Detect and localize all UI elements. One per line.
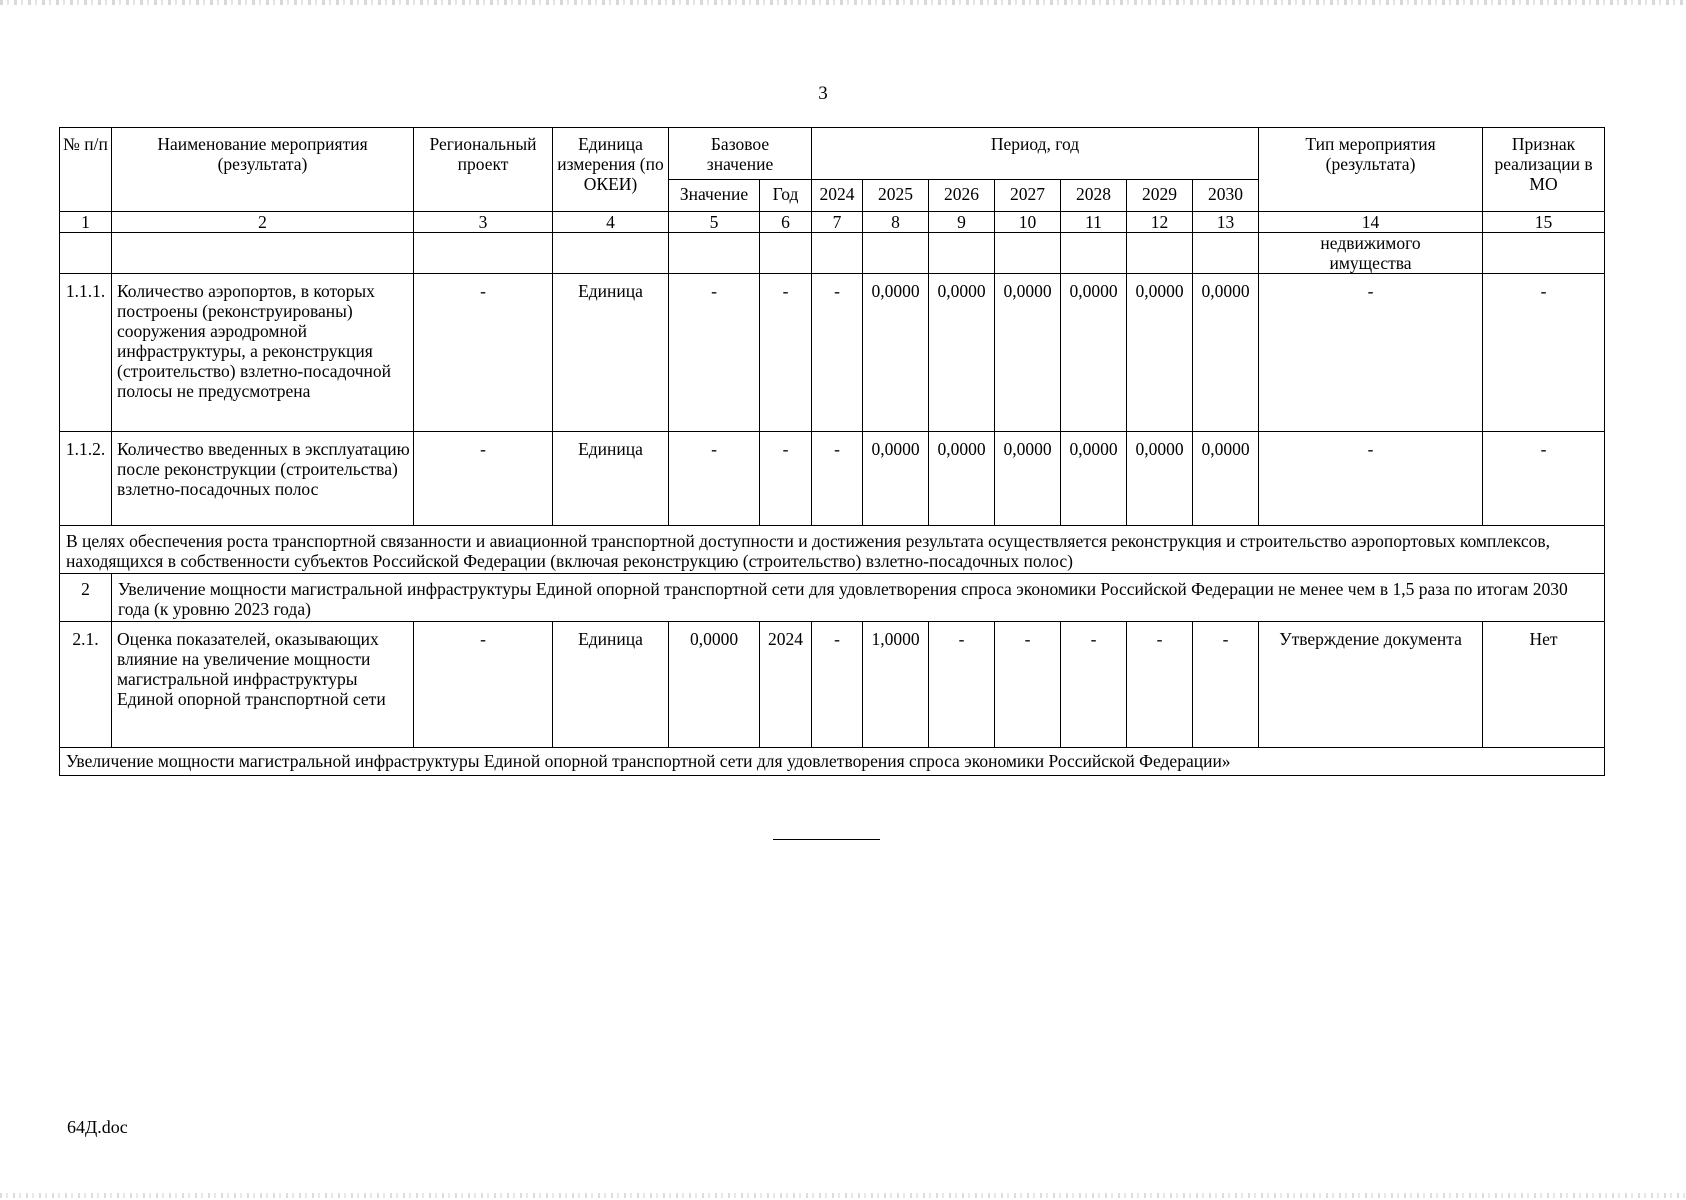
row-year-2024: - <box>812 622 863 748</box>
row-num: 2.1. <box>60 622 112 748</box>
continuation-row <box>60 233 1605 274</box>
header-base: Базовое значение <box>669 128 812 180</box>
row-base-year: - <box>760 432 812 526</box>
row-base-value: 0,0000 <box>669 622 760 748</box>
header-type: Тип мероприятия (результата) <box>1259 128 1483 212</box>
row-year-2025: 1,0000 <box>863 622 929 748</box>
row-base-value: - <box>669 274 760 432</box>
column-number: 5 <box>669 212 760 233</box>
table-row <box>60 432 1605 526</box>
row-sign: - <box>1483 432 1605 526</box>
header-row-1 <box>60 128 1605 180</box>
column-number: 11 <box>1061 212 1127 233</box>
column-number: 12 <box>1127 212 1193 233</box>
column-number: 13 <box>1193 212 1259 233</box>
continuation-text: недвижимого имущества <box>1259 233 1483 274</box>
span-note-row <box>60 748 1605 776</box>
row-regional: - <box>414 622 553 748</box>
measures-table <box>59 127 1605 776</box>
span-note-row <box>60 526 1605 574</box>
row-year-2026: - <box>929 622 995 748</box>
row-year-2028: 0,0000 <box>1061 274 1127 432</box>
row-year-2025: 0,0000 <box>863 274 929 432</box>
column-number: 10 <box>995 212 1061 233</box>
span-note-1: В целях обеспечения роста транспортной связанности и авиационной транспортной доступности и достижения результата осуществляется реконструкция и строительство аэропортовых комплексов, находящихся в собственности субъектов Российской Федерации (включая реконструкцию (строительство) взлетно-посадочных полос) <box>60 526 1605 574</box>
section-title: Увеличение мощности магистральной инфраструктуры Единой опорной транспортной сети для удовлетворения спроса экономики Российской Федерации не менее чем в 1,5 раза по итогам 2030 года (к уровню 2023 года) <box>112 574 1605 622</box>
row-num: 1.1.1. <box>60 274 112 432</box>
row-base-year: - <box>760 274 812 432</box>
header-name: Наименование мероприятия (результата) <box>112 128 414 212</box>
header-year-2028: 2028 <box>1061 180 1127 212</box>
row-sign: Нет <box>1483 622 1605 748</box>
row-type: - <box>1259 432 1483 526</box>
column-number: 2 <box>112 212 414 233</box>
row-unit: Единица <box>553 432 669 526</box>
section-row <box>60 574 1605 622</box>
header-sign: Признак реализации в МО <box>1483 128 1605 212</box>
row-year-2028: - <box>1061 622 1127 748</box>
scan-edge-top <box>0 0 1686 5</box>
row-regional: - <box>414 432 553 526</box>
row-type: - <box>1259 274 1483 432</box>
row-year-2024: - <box>812 274 863 432</box>
section-num: 2 <box>60 574 112 622</box>
row-base-year: 2024 <box>760 622 812 748</box>
row-year-2027: 0,0000 <box>995 274 1061 432</box>
row-year-2025: 0,0000 <box>863 432 929 526</box>
footer-filename: 64Д.doc <box>67 1117 128 1137</box>
header-period: Период, год <box>812 128 1259 180</box>
row-year-2027: - <box>995 622 1061 748</box>
row-year-2028: 0,0000 <box>1061 432 1127 526</box>
row-regional: - <box>414 274 553 432</box>
row-year-2030: 0,0000 <box>1193 274 1259 432</box>
row-name: Количество аэропортов, в которых построены (реконструированы) сооружения аэродромной инфраструктуры, а реконструкция (строительство) взлетно-посадочной полосы не предусмотрена <box>112 274 414 432</box>
row-year-2029: 0,0000 <box>1127 432 1193 526</box>
row-year-2027: 0,0000 <box>995 432 1061 526</box>
header-year-2029: 2029 <box>1127 180 1193 212</box>
scan-edge-bottom <box>0 1193 1686 1198</box>
row-num: 1.1.2. <box>60 432 112 526</box>
header-year-2027: 2027 <box>995 180 1061 212</box>
row-year-2030: 0,0000 <box>1193 432 1259 526</box>
row-year-2029: - <box>1127 622 1193 748</box>
row-year-2029: 0,0000 <box>1127 274 1193 432</box>
header-year-2025: 2025 <box>863 180 929 212</box>
row-year-2026: 0,0000 <box>929 274 995 432</box>
column-number: 6 <box>760 212 812 233</box>
column-number: 9 <box>929 212 995 233</box>
row-base-value: - <box>669 432 760 526</box>
header-base-year: Год <box>760 180 812 212</box>
header-year-2026: 2026 <box>929 180 995 212</box>
row-year-2026: 0,0000 <box>929 432 995 526</box>
row-unit: Единица <box>553 622 669 748</box>
row-name: Количество введенных в эксплуатацию после реконструкции (строительства) взлетно-посадочных полос <box>112 432 414 526</box>
column-number: 3 <box>414 212 553 233</box>
header-year-2024: 2024 <box>812 180 863 212</box>
column-number: 15 <box>1483 212 1605 233</box>
column-number: 7 <box>812 212 863 233</box>
span-note-2: Увеличение мощности магистральной инфраструктуры Единой опорной транспортной сети для удовлетворения спроса экономики Российской Федерации» <box>60 748 1605 776</box>
header-base-value: Значение <box>669 180 760 212</box>
column-number: 14 <box>1259 212 1483 233</box>
row-year-2024: - <box>812 432 863 526</box>
row-name: Оценка показателей, оказывающих влияние на увеличение мощности магистральной инфраструктуры Единой опорной транспортной сети <box>112 622 414 748</box>
table-row <box>60 622 1605 748</box>
page-number: 3 <box>818 83 828 104</box>
header-year-2030: 2030 <box>1193 180 1259 212</box>
column-number: 8 <box>863 212 929 233</box>
table-row <box>60 274 1605 432</box>
row-unit: Единица <box>553 274 669 432</box>
end-divider <box>773 839 880 840</box>
header-num: № п/п <box>60 128 112 212</box>
column-number: 4 <box>553 212 669 233</box>
row-type: Утверждение документа <box>1259 622 1483 748</box>
row-year-2030: - <box>1193 622 1259 748</box>
header-regional: Региональный проект <box>414 128 553 212</box>
header-unit: Единица измерения (по ОКЕИ) <box>553 128 669 212</box>
column-number-row <box>60 212 1605 233</box>
row-sign: - <box>1483 274 1605 432</box>
column-number: 1 <box>60 212 112 233</box>
